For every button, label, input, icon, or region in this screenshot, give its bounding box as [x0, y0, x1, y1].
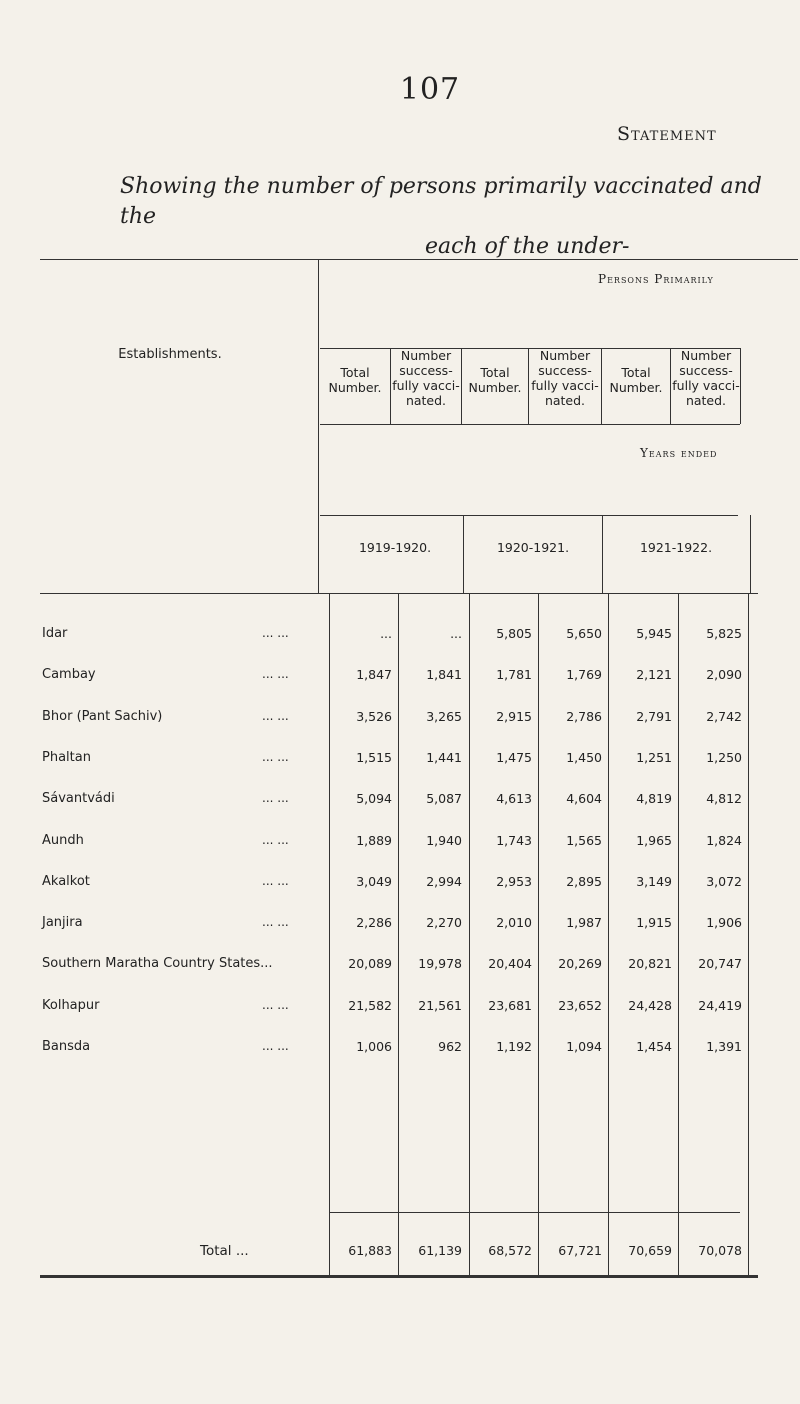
table-cell: 24,428 [628, 998, 672, 1013]
row-leader-dots: ... ... [262, 874, 289, 888]
row-name: Sávantvádi [42, 791, 115, 806]
col-header-5: Total Number. [609, 365, 663, 395]
table-cell: 24,419 [698, 998, 742, 1013]
vrule-b4 [608, 593, 609, 1275]
years-header: Years ended [640, 446, 718, 460]
row-name: Aundh [42, 833, 84, 848]
rule-bottom [40, 1275, 758, 1278]
table-cell: 3,149 [636, 874, 672, 889]
table-cell: 1,915 [636, 915, 672, 930]
table-cell: 23,681 [488, 998, 532, 1013]
table-cell: 5,825 [706, 626, 742, 641]
table-cell: 2,994 [426, 874, 462, 889]
rule-header-bottom [40, 593, 758, 594]
col-header-3: Total Number. [468, 365, 522, 395]
table-cell: 21,561 [418, 998, 462, 1013]
col-header-2: Number success- fully vacci- nated. [392, 348, 460, 408]
table-cell: 20,747 [698, 956, 742, 971]
row-name: Bhor (Pant Sachiv) [42, 709, 163, 724]
table-cell: 1,769 [566, 667, 602, 682]
table-cell: 1,565 [566, 833, 602, 848]
table-cell: 2,953 [496, 874, 532, 889]
table-cell: 2,090 [706, 667, 742, 682]
table-cell: 2,786 [566, 709, 602, 724]
row-name: Cambay [42, 667, 96, 682]
table-cell: 3,049 [356, 874, 392, 889]
row-name: Kolhapur [42, 998, 100, 1013]
total-cell: 70,659 [628, 1243, 672, 1258]
table-cell: 1,889 [356, 833, 392, 848]
table-cell: 2,791 [636, 709, 672, 724]
row-name: Phaltan [42, 750, 91, 765]
total-cell: 67,721 [558, 1243, 602, 1258]
table-cell: 23,652 [558, 998, 602, 1013]
row-leader-dots: ... ... [262, 833, 289, 847]
rule-subheader [320, 424, 740, 425]
row-leader-dots: ... ... [262, 750, 289, 764]
table-cell: 4,613 [496, 791, 532, 806]
table-cell: 5,945 [636, 626, 672, 641]
table-cell: 2,270 [426, 915, 462, 930]
table-cell: 4,819 [636, 791, 672, 806]
page-number: 107 [399, 72, 461, 107]
statement-heading: Statement [617, 123, 717, 145]
total-label: Total ... [200, 1243, 249, 1259]
table-cell: 3,265 [426, 709, 462, 724]
vrule-b6 [748, 593, 749, 1275]
table-cell: 1,094 [566, 1039, 602, 1054]
table-cell: 962 [438, 1039, 462, 1054]
row-leader-dots: ... ... [262, 667, 289, 681]
table-cell: 1,192 [496, 1039, 532, 1054]
table-cell: 5,805 [496, 626, 532, 641]
table-cell: 2,286 [356, 915, 392, 930]
table-cell: 5,087 [426, 791, 462, 806]
total-cell: 70,078 [698, 1243, 742, 1258]
table-cell: 3,072 [706, 874, 742, 889]
table-cell: 1,475 [496, 750, 532, 765]
row-leader-dots: ... ... [262, 915, 289, 929]
table-cell: 1,841 [426, 667, 462, 682]
row-leader-dots: ... ... [262, 626, 289, 640]
vrule-h4 [601, 348, 602, 424]
col-header-4: Number success- fully vacci- nated. [531, 348, 599, 408]
row-leader-dots: ... ... [262, 709, 289, 723]
table-cell: 1,906 [706, 915, 742, 930]
vrule-y2 [602, 515, 603, 593]
vrule-b3 [538, 593, 539, 1275]
table-cell: 3,526 [356, 709, 392, 724]
vrule-h1 [390, 348, 391, 424]
stub-header: Establishments. [118, 347, 222, 362]
table-cell: 19,978 [418, 956, 462, 971]
subtitle-line-2: each of the under- [425, 234, 630, 259]
table-cell: 1,391 [706, 1039, 742, 1054]
table-cell: 5,094 [356, 791, 392, 806]
total-cell: 68,572 [488, 1243, 532, 1258]
table-cell: 1,847 [356, 667, 392, 682]
vrule-b5 [678, 593, 679, 1275]
table-cell: 1,250 [706, 750, 742, 765]
table-cell: 20,404 [488, 956, 532, 971]
table-cell: 1,441 [426, 750, 462, 765]
table-cell: 5,650 [566, 626, 602, 641]
table-cell: 2,121 [636, 667, 672, 682]
table-cell: ... [380, 626, 392, 641]
row-name: Idar [42, 626, 68, 641]
year-1921-1922: 1921-1922. [639, 540, 713, 555]
row-name: Bansda [42, 1039, 91, 1054]
table-cell: 1,987 [566, 915, 602, 930]
table-cell: 20,089 [348, 956, 392, 971]
table-cell: 2,742 [706, 709, 742, 724]
group-header: Persons Primarily [598, 272, 714, 286]
total-cell: 61,139 [418, 1243, 462, 1258]
table-cell: 20,269 [558, 956, 602, 971]
rule-top [40, 259, 798, 260]
table-cell: 1,965 [636, 833, 672, 848]
year-1919-1920: 1919-1920. [358, 540, 432, 555]
table-cell: 1,781 [496, 667, 532, 682]
table-cell: 1,454 [636, 1039, 672, 1054]
table-cell: 2,915 [496, 709, 532, 724]
table-cell: 2,895 [566, 874, 602, 889]
subtitle-line-1: Showing the number of persons primarily vaccinated and the [120, 174, 762, 229]
table-cell: 1,515 [356, 750, 392, 765]
table-cell: 4,604 [566, 791, 602, 806]
row-name: Southern Maratha Country States... [42, 956, 273, 971]
row-name: Janjira [42, 915, 83, 930]
table-cell: 1,743 [496, 833, 532, 848]
table-cell: 1,450 [566, 750, 602, 765]
table-cell: ... [450, 626, 462, 641]
vrule-b1 [398, 593, 399, 1275]
row-name: Akalkot [42, 874, 90, 889]
table-cell: 1,824 [706, 833, 742, 848]
col-header-6: Number success- fully vacci- nated. [672, 348, 740, 408]
vrule-h3 [528, 348, 529, 424]
vrule-b2 [469, 593, 470, 1275]
vrule-stub [318, 259, 319, 593]
table-cell: 1,251 [636, 750, 672, 765]
vrule-y3 [750, 515, 751, 593]
rule-years [320, 515, 738, 516]
table-cell: 2,010 [496, 915, 532, 930]
vrule-y1 [463, 515, 464, 593]
year-1920-1921: 1920-1921. [496, 540, 570, 555]
vrule-b0 [329, 593, 330, 1275]
table-cell: 1,006 [356, 1039, 392, 1054]
total-cell: 61,883 [348, 1243, 392, 1258]
col-header-1: Total Number. [328, 365, 382, 395]
row-leader-dots: ... ... [262, 1039, 289, 1053]
table-cell: 1,940 [426, 833, 462, 848]
table-cell: 20,821 [628, 956, 672, 971]
vrule-h5 [670, 348, 671, 424]
vrule-h6 [740, 348, 741, 424]
table-cell: 4,812 [706, 791, 742, 806]
row-leader-dots: ... ... [262, 998, 289, 1012]
row-leader-dots: ... ... [262, 791, 289, 805]
table-cell: 21,582 [348, 998, 392, 1013]
